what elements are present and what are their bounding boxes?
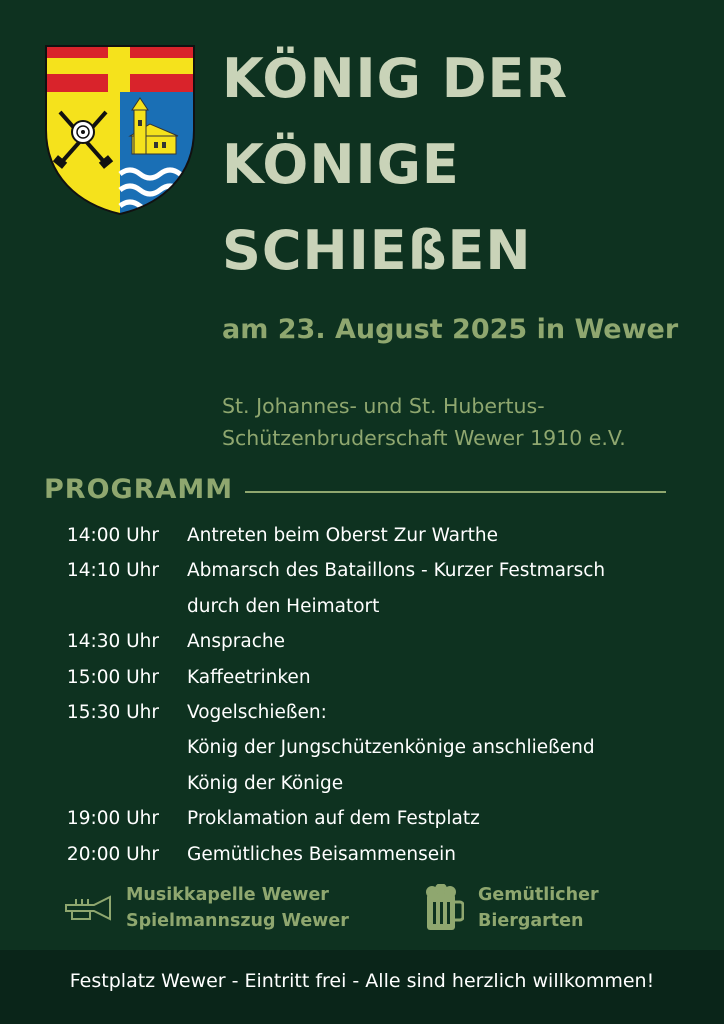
title-line: KÖNIG DER: [222, 47, 569, 110]
music-line: Spielmannszug Wewer: [126, 911, 349, 931]
schedule-time: 14:00 Uhr: [66, 525, 159, 546]
schedule-description: [187, 518, 498, 553]
schedule-row: [44, 837, 704, 872]
music-text: [126, 882, 349, 934]
description-line: Vogelschießen:: [187, 702, 327, 724]
schedule-row: [44, 695, 704, 801]
schedule-row: [44, 553, 704, 624]
program-title: PROGRAMM: [44, 474, 234, 505]
schedule-row: [44, 660, 704, 695]
beer-mug-icon: [424, 884, 464, 932]
program-divider: [245, 491, 666, 493]
beer-garden-info: [424, 882, 599, 934]
program-header: [44, 474, 666, 505]
title-line: KÖNIGE: [222, 133, 460, 196]
schedule-time: 15:30 Uhr: [66, 702, 159, 724]
description-line: Antreten beim Oberst Zur Warthe: [187, 525, 498, 546]
music-line: Musikkapelle Wewer: [126, 885, 329, 905]
club-name: [222, 390, 702, 454]
title-line: SCHIEßEN: [222, 219, 532, 282]
description-line: durch den Heimatort: [187, 595, 380, 617]
schedule-time: 15:00 Uhr: [66, 666, 159, 688]
description-line: Gemütliches Beisammensein: [187, 843, 457, 865]
poster-title: [222, 36, 702, 294]
schedule-description: [187, 660, 311, 695]
music-info: [64, 882, 349, 934]
club-name-line: St. Johannes- und St. Hubertus-: [222, 394, 545, 418]
event-date: am 23. August 2025 in Wewer: [222, 314, 679, 345]
program-schedule: [44, 518, 704, 872]
beer-line: Biergarten: [478, 911, 584, 931]
schedule-description: [187, 695, 595, 801]
schedule-description: [187, 801, 480, 836]
description-line: König der Jungschützenkönige anschließend: [187, 737, 595, 759]
schedule-time: 14:30 Uhr: [66, 631, 159, 653]
trumpet-icon: [64, 893, 116, 923]
description-line: Proklamation auf dem Festplatz: [187, 808, 480, 830]
extras-row: [64, 882, 684, 942]
schedule-time: 14:10 Uhr: [66, 560, 159, 582]
beer-line: Gemütlicher: [478, 885, 599, 905]
schedule-description: [187, 837, 456, 872]
beer-text: [478, 882, 599, 934]
schedule-row: [44, 624, 704, 659]
description-line: König der Könige: [187, 772, 344, 794]
coat-of-arms-crest: [44, 44, 196, 216]
schedule-description: [187, 624, 285, 659]
description-line: Kaffeetrinken: [187, 666, 311, 688]
schedule-row: [44, 801, 704, 836]
schedule-row: [44, 518, 704, 553]
schedule-time: 19:00 Uhr: [66, 808, 159, 830]
footer-text: Festplatz Wewer - Eintritt frei - Alle sind herzlich willkommen!: [69, 970, 655, 992]
schedule-description: [187, 553, 605, 624]
footer-bar: [0, 950, 724, 1024]
club-name-line: Schützenbruderschaft Wewer 1910 e.V.: [222, 426, 626, 450]
description-line: Abmarsch des Bataillons - Kurzer Festmarsch: [187, 560, 606, 582]
description-line: Ansprache: [187, 631, 285, 653]
schedule-time: 20:00 Uhr: [66, 843, 159, 865]
